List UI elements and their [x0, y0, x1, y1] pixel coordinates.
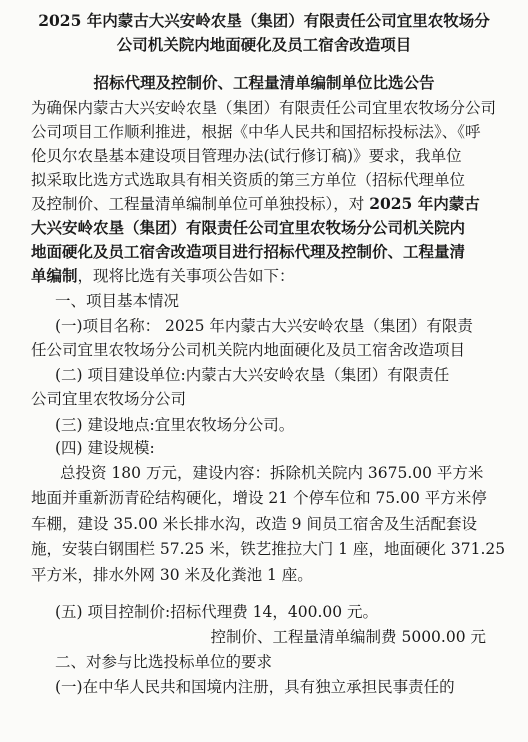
intro-line: 公司项目工作顺利推进，根据《中华人民共和国招标投标法》、《呼	[31, 123, 481, 141]
title-line-1: 2025 年内蒙古大兴安岭农垦（集团）有限责任公司宜里农牧场分	[38, 11, 490, 30]
item-line: 任公司宜里农牧场分公司机关院内地面硬化及员工宿舍改造项目	[31, 341, 466, 359]
item-line: (四) 建设规模:	[55, 439, 155, 457]
intro-text: 及控制价、工程量清单编制单位可单独投标），对	[31, 195, 370, 213]
intro-line: 为确保内蒙古大兴安岭农垦（集团）有限责任公司宜里农牧场分公司	[31, 99, 497, 117]
item-line: 控制价、工程量清单编制费 5000.00 元	[210, 628, 486, 646]
scale-line: 平方米，排水外网 30 米及化粪池 1 座。	[31, 566, 313, 584]
item-line: 公司宜里农牧场分公司	[31, 390, 187, 408]
section-heading: 一、项目基本情况	[55, 292, 180, 310]
intro-bold-text: 单编制	[31, 266, 78, 285]
scale-line: 车棚，建设 35.00 米长排水沟，改造 9 间员工宿舍及生活配套设	[31, 515, 477, 533]
scale-line: 总投资 180 万元，建设内容：拆除机关院内 3675.00 平方米	[60, 464, 484, 482]
section-heading: 二、对参与比选投标单位的要求	[55, 653, 273, 671]
item-line: (三) 建设地点:宜里农牧场分公司。	[55, 416, 295, 434]
intro-line	[0, 193, 528, 215]
intro-line: 伦贝尔农垦基本建设项目管理办法(试行修订稿)》要求，我单位	[31, 147, 462, 165]
intro-line: 拟采取比选方式选取具有相关资质的第三方单位（招标代理单位	[31, 171, 466, 189]
scale-line: 施，安装白钢围栏 57.25 米，铁艺推拉大门 1 座，地面硬化 371.25	[31, 540, 506, 558]
item-line: (一)在中华人民共和国境内注册，具有独立承担民事责任的	[55, 678, 455, 696]
title-line-3: 招标代理及控制价、工程量清单编制单位比选公告	[93, 73, 435, 92]
scale-line: 地面并重新沥青砼结构硬化，增设 21 个停车位和 75.00 平方米停	[31, 489, 487, 507]
intro-bold-text: 2025 年内蒙古	[369, 194, 480, 213]
intro-line: 大兴安岭农垦（集团）有限责任公司宜里农牧场分公司机关院内	[31, 218, 466, 237]
item-line: (二) 项目建设单位:内蒙古大兴安岭农垦（集团）有限责任	[55, 366, 450, 384]
title-line-2: 公司机关院内地面硬化及员工宿舍改造项目	[116, 35, 412, 54]
intro-line: 地面硬化及员工宿舍改造项目进行招标代理及控制价、工程量清	[31, 242, 466, 261]
intro-line	[0, 265, 528, 287]
intro-text: ，现将比选有关事项公告如下：	[77, 267, 295, 285]
item-line: (五) 项目控制价:招标代理费 14，400.00 元。	[55, 603, 379, 621]
item-line: (一)项目名称： 2025 年内蒙古大兴安岭农垦（集团）有限责	[55, 317, 473, 335]
